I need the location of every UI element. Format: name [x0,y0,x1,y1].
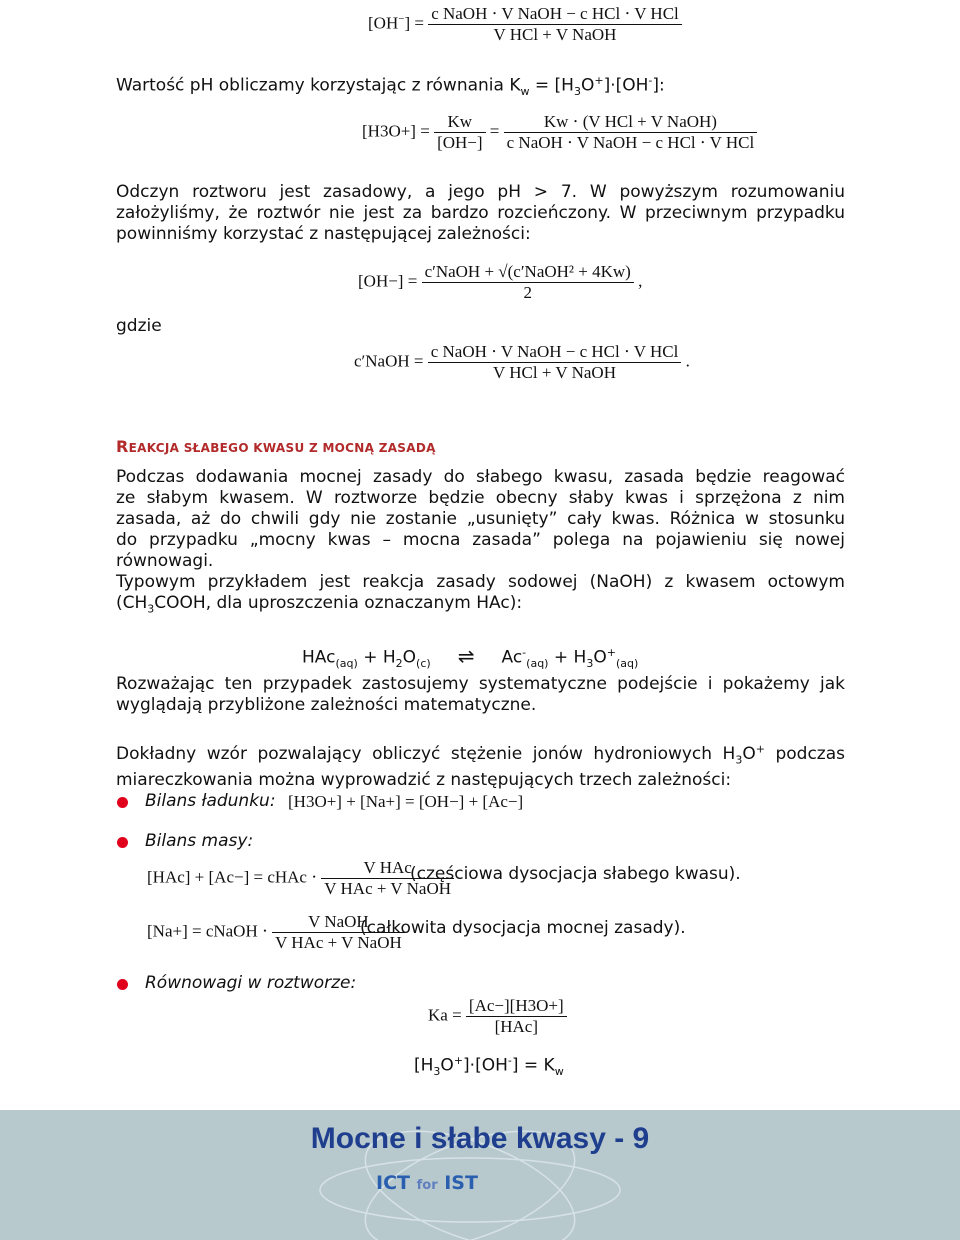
reaction-2: 2 [395,657,403,671]
equation-ka [428,996,567,1037]
p1-rest: = [H [529,75,574,96]
p4-line-2b: COOH, dla uproszczenia oznaczanym HAc): [154,593,523,613]
p6-line-2: miareczkowania można wyprowadzić z następujących trzech zależności: [116,770,732,791]
kw-a: [H [414,1055,434,1076]
eq-h3o-lhs: [H3O+] = [362,121,430,141]
paragraph-odczyn: Odczyn roztworu jest zasadowy, a jego pH > 7. W powyższym rozumowaniu założyliśmy, że roztwór nie jest za bardzo rozcieńczony. W przeciwnym przypadku powinniśmy korzystać z następującej zależności: [116,182,845,244]
kw-minus: - [507,1054,512,1067]
eq-h3o-f1-den: [OH−] [437,133,483,152]
eq-mass1-num: V HAc [321,858,454,879]
reaction-h: H [382,647,396,668]
equation-mass-balance-acid [147,858,454,899]
eq-cprim-dot: . [685,351,690,371]
reaction-plus-sup: + [606,646,616,659]
equation-charge-balance: [H3O+] + [Na+] = [OH−] + [Ac−] [288,792,524,811]
eq-oh2-den: 2 [523,283,532,302]
eq-h3o-fraction-1 [434,112,485,153]
equilibrium-arrow-icon: ⇌ [457,643,475,668]
eq-oh2-fraction [422,262,634,303]
eq-oh-denominator: V HCl + V NaOH [493,25,617,44]
page-footer [0,1110,960,1240]
equation-h3o [362,112,757,153]
reaction-equation [302,642,638,674]
logo-ist: IST [444,1172,478,1194]
kw-plus: + [453,1054,464,1067]
note-mass1: (częściowa dysocjacja słabego kwasu). [410,864,741,884]
reaction-minus: - [522,646,527,659]
reaction-ac: Ac [501,647,523,668]
p4-line-1: Typowym przykładem jest reakcja zasady sodowej (NaOH) z kwasem octowym [116,572,845,592]
eq-ka-den: [HAc] [494,1017,538,1036]
logo-for: for [416,1178,438,1193]
bullet-icon [117,837,128,848]
reaction-aq-2: (aq) [526,657,549,671]
p6-line-1a: Dokładny wzór pozwalający obliczyć stężenie jonów hydroniowych H [116,743,736,764]
reaction-o: O [402,647,417,668]
equation-oh [368,4,682,45]
p6-plus: + [755,742,765,755]
eq-mass2-lhs: [Na+] = cNaOH ⋅ [147,921,268,941]
p6-line-1b: podczas [764,743,845,764]
logo-ict: ICT [376,1172,410,1194]
label-gdzie: gdzie [116,316,162,336]
p1-o: O [580,75,595,96]
eq-oh-lhs: [OH [368,13,399,33]
eq-oh-fraction [428,4,682,45]
bullet-icon [117,797,128,808]
reaction-h3: H [573,647,587,668]
p5-line-2: wyglądają przybliżone zależności matematyczne. [116,695,537,715]
p3-line-2: ze słabym kwasem. W roztworze będzie obecny słaby kwas i sprzężona z nim [116,488,845,508]
p5-line-1: Rozważając ten przypadek zastosujemy systematyczne podejście i pokażemy jak [116,674,845,694]
paragraph-podczas [116,467,845,619]
p3-line-3: zasada, aż do chwili gdy nie zostanie „usunięty” cały kwas. Różnica w stosunku [116,509,845,529]
eq-h3o-equals: = [489,121,500,141]
heading-rest: EAKCJA SŁABEGO KWASU Z MOCNĄ ZASADĄ [128,441,436,455]
kw-b: ]⋅[OH [463,1055,508,1076]
p1-end: ]: [652,75,665,96]
reaction-aq-3: (aq) [615,657,639,671]
p4-line-2 [116,593,845,619]
reaction-hac: HAc [302,647,336,668]
reaction-aq-1: (aq) [335,657,358,671]
paragraph-rozwazajac [116,674,845,716]
p4-line-2a: (CH [116,593,148,613]
eq-oh-numerator: c NaOH ⋅ V NaOH − c HCl ⋅ V HCl [428,4,682,25]
kw-o: O [440,1055,454,1076]
label-bilans-ladunku: Bilans ładunku: [145,791,276,811]
eq-oh-rhs: ] = [404,13,424,33]
eq-mass1-den: V HAc + V NaOH [324,879,451,898]
eq-ka-num: [Ac−][H3O+] [466,996,567,1017]
eq-oh2-comma: , [638,271,643,291]
eq-cprim-den: V HCl + V NaOH [493,363,616,382]
eq-cprim-lhs: c′NaOH = [354,351,424,371]
p4-sub-3: 3 [147,602,155,616]
eq-h3o-f2-den: c NaOH ⋅ V NaOH − c HCl ⋅ V HCl [506,133,755,152]
p3-line-5: równowagi. [116,551,214,571]
kw-c: ] = K [511,1055,555,1076]
p1-w: w [520,85,530,99]
p1-3: 3 [573,85,581,99]
paragraph-dokladny [116,738,845,791]
section-heading [116,437,436,456]
eq-h3o-fraction-2 [504,112,758,153]
eq-cprim-num: c NaOH ⋅ V NaOH − c HCl ⋅ V HCl [428,342,682,363]
eq-ka-fraction [466,996,567,1037]
eq-mass2-num: V NaOH [272,912,405,933]
p1-minus: - [648,74,653,87]
paragraph-ph [116,70,665,102]
reaction-plus-2: + [553,647,569,668]
reaction-c: (c) [416,657,431,671]
kw-w: w [554,1065,564,1079]
p1-text: Wartość pH obliczamy korzystając z równania K [116,75,521,96]
eq-oh2-num: c′NaOH + √(c′NaOH² + 4Kw) [422,262,634,283]
footer-title: Mocne i słabe kwasy - 9 [310,1122,650,1155]
p6-sub-3: 3 [735,753,743,767]
heading-initial: R [116,437,129,456]
p6-o: O [742,743,756,764]
eq-ka-lhs: Ka = [428,1005,462,1025]
p1-plus: + [594,74,604,87]
eq-oh-sup: − [398,12,405,25]
label-bilans-masy: Bilans masy: [145,831,254,851]
ict-for-ist-logo [376,1172,478,1194]
equation-c-prime [354,342,690,383]
p3-line-4: do przypadku „mocny kwas – mocna zasada” polega na pojawieniu się nowej [116,530,845,550]
reaction-plus-1: + [363,647,378,668]
note-mass2: (całkowita dysocjacja mocnej zasady). [360,918,686,938]
equation-oh-exact [358,262,642,303]
equation-kw [414,1050,564,1082]
eq-cprim-fraction [428,342,682,383]
eq-h3o-f2-num: Kw ⋅ (V HCl + V NaOH) [504,112,758,133]
label-rownowagi: Równowagi w roztworze: [145,973,357,993]
eq-h3o-f1-num: Kw [434,112,485,133]
bullet-icon [117,979,128,990]
p1-mid: ]⋅[OH [603,75,649,96]
p3-line-1: Podczas dodawania mocnej zasady do słabego kwasu, zasada będzie reagować [116,467,845,487]
kw-3: 3 [433,1065,441,1079]
reaction-o2: O [593,647,607,668]
eq-oh2-lhs: [OH−] = [358,271,418,291]
eq-mass1-lhs: [HAc] + [Ac−] = cHAc ⋅ [147,867,318,887]
p6-line-1 [116,738,845,770]
eq-mass2-den: V HAc + V NaOH [275,933,402,952]
reaction-3: 3 [586,657,594,671]
